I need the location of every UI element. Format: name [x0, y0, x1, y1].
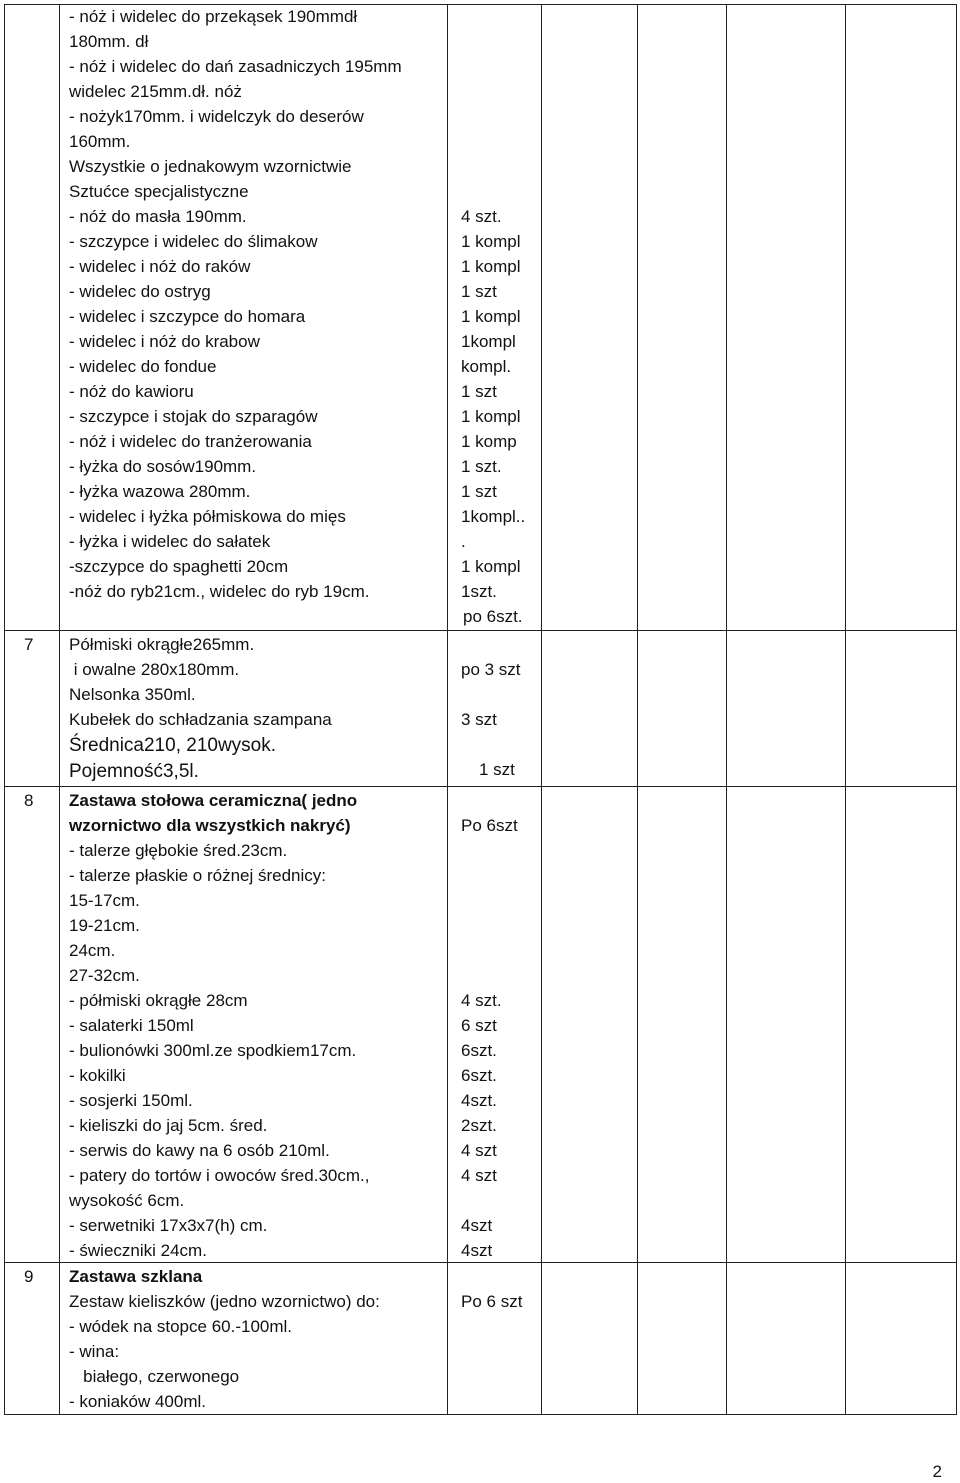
quantity-cell: Po 6 szt — [461, 1292, 523, 1311]
list-item: - wina: — [69, 1342, 120, 1361]
section-heading: Sztućce specjalistyczne — [69, 182, 249, 201]
list-item: i owalne 280x180mm. — [69, 660, 240, 679]
quantity-cell: 4szt — [461, 1241, 493, 1260]
quantity-cell: po 6szt. — [463, 607, 523, 626]
list-item: Pojemność3,5l. — [69, 761, 199, 782]
list-item: - serwetniki 17x3x7(h) cm. — [69, 1216, 268, 1235]
list-item: Średnica210, 210wysok. — [69, 735, 277, 756]
list-item: - widelec do ostryg — [69, 282, 211, 301]
list-item: -nóż do ryb21cm., widelec do ryb 19cm. — [69, 582, 370, 601]
row-divider-7 — [4, 630, 957, 631]
list-item: 15-17cm. — [69, 891, 140, 910]
list-item: białego, czerwonego — [69, 1367, 240, 1386]
list-item: 27-32cm. — [69, 966, 140, 985]
quantity-cell: 4szt. — [461, 1091, 497, 1110]
list-item: widelec 215mm.dł. nóż — [69, 82, 242, 101]
list-item: - nóż i widelec do tranżerowania — [69, 432, 312, 451]
list-item: Nelsonka 350ml. — [69, 685, 196, 704]
list-item: - nóż i widelec do przekąsek 190mmdł — [69, 7, 358, 26]
list-item: - nóż do masła 190mm. — [69, 207, 247, 226]
list-item: - łyżka do sosów190mm. — [69, 457, 257, 476]
list-item: - łyżka wazowa 280mm. — [69, 482, 251, 501]
quantity-cell: 6szt. — [461, 1041, 497, 1060]
list-item: - serwis do kawy na 6 osób 210ml. — [69, 1141, 330, 1160]
list-item: - widelec i szczypce do homara — [69, 307, 306, 326]
list-item: - szczypce i widelec do ślimakow — [69, 232, 318, 251]
list-item: - talerze głębokie śred.23cm. — [69, 841, 288, 860]
list-item: - patery do tortów i owoców śred.30cm., — [69, 1166, 370, 1185]
table-border-bottom — [4, 1414, 957, 1415]
quantity-cell: 6szt. — [461, 1066, 497, 1085]
table-column-divider-6 — [845, 4, 846, 1415]
list-item: - świeczniki 24cm. — [69, 1241, 207, 1260]
list-item: - wódek na stopce 60.-100ml. — [69, 1317, 293, 1336]
quantity-cell: 3 szt — [461, 710, 497, 729]
quantity-cell: 2szt. — [461, 1116, 497, 1135]
list-item: Zestaw kieliszków (jedno wzornictwo) do: — [69, 1292, 380, 1311]
quantity-cell: 4 szt — [461, 1166, 497, 1185]
section-heading: wzornictwo dla wszystkich nakryć) — [69, 816, 351, 835]
list-item: - półmiski okrągłe 28cm — [69, 991, 248, 1010]
table-column-divider-1 — [59, 4, 60, 1415]
page-number: 2 — [932, 1462, 942, 1481]
list-item: 180mm. dł — [69, 32, 149, 51]
list-item: - kieliszki do jaj 5cm. śred. — [69, 1116, 268, 1135]
quantity-cell: . — [461, 532, 466, 551]
table-column-divider-4 — [637, 4, 638, 1415]
row-number: 9 — [24, 1267, 34, 1286]
quantity-cell: 1 szt. — [461, 457, 502, 476]
list-item: wysokość 6cm. — [69, 1191, 185, 1210]
list-item: - widelec i nóż do krabow — [69, 332, 260, 351]
quantity-cell: 1 kompl — [461, 407, 521, 426]
quantity-cell: 1 kompl — [461, 557, 521, 576]
quantity-cell: 1 kompl — [461, 257, 521, 276]
quantity-cell: 1 szt — [479, 760, 515, 779]
row-divider-8 — [4, 786, 957, 787]
list-item: - kokilki — [69, 1066, 126, 1085]
section-heading: Zastawa stołowa ceramiczna( jedno — [69, 791, 358, 810]
quantity-cell: 6 szt — [461, 1016, 497, 1035]
list-item: Wszystkie o jednakowym wzornictwie — [69, 157, 352, 176]
list-item: - łyżka i widelec do sałatek — [69, 532, 271, 551]
list-item: 24cm. — [69, 941, 116, 960]
row-number: 7 — [24, 635, 34, 654]
list-item: Kubełek do schładzania szampana — [69, 710, 332, 729]
quantity-cell: 1kompl — [461, 332, 516, 351]
table-column-divider-5 — [726, 4, 727, 1415]
list-item: - widelec i nóż do raków — [69, 257, 251, 276]
row-number: 8 — [24, 791, 34, 810]
list-item: - bulionówki 300ml.ze spodkiem17cm. — [69, 1041, 357, 1060]
quantity-cell: 1 szt — [461, 282, 497, 301]
quantity-cell: 1 szt — [461, 382, 497, 401]
table-border-left — [4, 4, 5, 1415]
table-border-right — [956, 4, 957, 1415]
quantity-cell: 1 komp — [461, 432, 517, 451]
list-item: Półmiski okrągłe265mm. — [69, 635, 255, 654]
list-item: - widelec i łyżka półmiskowa do mięs — [69, 507, 346, 526]
quantity-cell: 1 kompl — [461, 232, 521, 251]
list-item: -szczypce do spaghetti 20cm — [69, 557, 289, 576]
list-item: - sosjerki 150ml. — [69, 1091, 193, 1110]
quantity-cell: 1szt. — [461, 582, 497, 601]
quantity-cell: 4 szt. — [461, 207, 502, 226]
quantity-cell: 4 szt. — [461, 991, 502, 1010]
list-item: - nożyk170mm. i widelczyk do deserów — [69, 107, 364, 126]
quantity-cell: kompl. — [461, 357, 512, 376]
list-item: - talerze płaskie o różnej średnicy: — [69, 866, 327, 885]
list-item: - nóż i widelec do dań zasadniczych 195mm — [69, 57, 402, 76]
quantity-cell: Po 6szt — [461, 816, 518, 835]
list-item: - salaterki 150ml — [69, 1016, 194, 1035]
section-heading: Zastawa szklana — [69, 1267, 203, 1286]
list-item: - koniaków 400ml. — [69, 1392, 207, 1411]
quantity-cell: po 3 szt — [461, 660, 521, 679]
table-column-divider-3 — [541, 4, 542, 1415]
quantity-cell: 4szt — [461, 1216, 493, 1235]
list-item: 160mm. — [69, 132, 131, 151]
quantity-cell: 4 szt — [461, 1141, 497, 1160]
list-item: - widelec do fondue — [69, 357, 217, 376]
list-item: 19-21cm. — [69, 916, 140, 935]
quantity-cell: 1kompl.. — [461, 507, 526, 526]
quantity-cell: 1 szt — [461, 482, 497, 501]
list-item: - szczypce i stojak do szparagów — [69, 407, 318, 426]
table-column-divider-2 — [447, 4, 448, 1415]
list-item: - nóż do kawioru — [69, 382, 194, 401]
quantity-cell: 1 kompl — [461, 307, 521, 326]
